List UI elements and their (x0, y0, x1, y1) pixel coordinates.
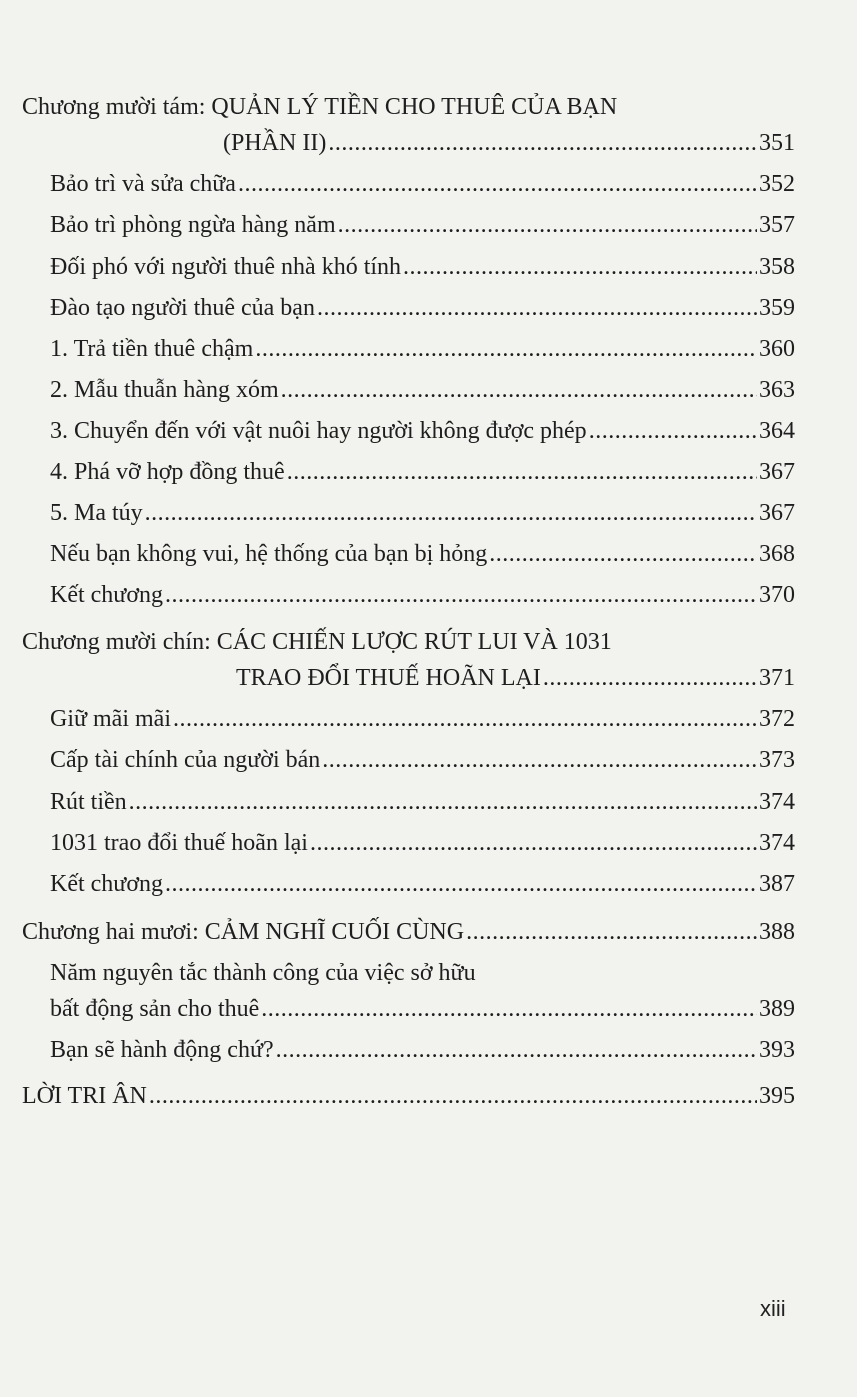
toc-entry-label: Giữ mãi mãi (50, 706, 171, 732)
dot-leader (261, 994, 757, 1024)
page-number: 351 (759, 130, 795, 156)
toc-entry-label: Đối phó với người thuê nhà khó tính (50, 254, 402, 280)
toc-entry (50, 416, 795, 446)
dot-leader (310, 828, 757, 858)
page-number: 360 (759, 336, 795, 362)
toc-entry (50, 498, 795, 528)
chapter-19-heading: Chương mười chín: CÁC CHIẾN LƯỢC RÚT LUI VÀ 1031 (22, 629, 612, 655)
dot-leader (255, 334, 757, 364)
toc-entry (50, 252, 795, 282)
toc-entry-label: Bạn sẽ hành động chứ? (50, 1037, 274, 1063)
chapter-18-heading-cont (223, 128, 795, 158)
dot-leader (317, 293, 757, 323)
toc-entry (50, 580, 795, 610)
toc-entry-label: 1031 trao đổi thuế hoãn lại (50, 830, 308, 856)
toc-entry-label: Rút tiền (50, 789, 127, 815)
page-number: 368 (759, 541, 795, 567)
toc-entry-label: Cấp tài chính của người bán (50, 747, 321, 773)
chapter-18-heading-line2: (PHẦN II) (223, 130, 327, 156)
dot-leader (338, 210, 757, 240)
dot-leader (165, 580, 757, 610)
page-number: 389 (759, 996, 795, 1022)
toc-entry (50, 745, 795, 775)
toc-entry (50, 169, 795, 199)
toc-entry-label: 3. Chuyển đến với vật nuôi hay người không được phép (50, 418, 587, 444)
chapter-20-heading-label: Chương hai mươi: CẢM NGHĨ CUỐI CÙNG (22, 919, 465, 945)
toc-entry-label: Nếu bạn không vui, hệ thống của bạn bị hỏng (50, 541, 488, 567)
page-number: 363 (759, 377, 795, 403)
chapter-18-heading: Chương mười tám: QUẢN LÝ TIỀN CHO THUÊ CỦA BẠN (22, 94, 618, 120)
toc-entry (50, 1035, 795, 1065)
page-number: 388 (759, 919, 795, 945)
toc-entry (50, 539, 795, 569)
toc-entry (50, 293, 795, 323)
dot-leader (322, 745, 757, 775)
dot-leader (403, 252, 757, 282)
page-number: 357 (759, 212, 795, 238)
page-number: 367 (759, 459, 795, 485)
page-number: 372 (759, 706, 795, 732)
page-number: 359 (759, 295, 795, 321)
page-number: 387 (759, 871, 795, 897)
toc-entry-label: 5. Ma túy (50, 500, 143, 526)
toc-entry (50, 994, 795, 1024)
toc-entry-label: 4. Phá vỡ hợp đồng thuê (50, 459, 285, 485)
dot-leader (287, 457, 757, 487)
dot-leader (173, 704, 757, 734)
toc-entry-label: Đào tạo người thuê của bạn (50, 295, 315, 321)
dot-leader (145, 498, 757, 528)
toc-entry (50, 704, 795, 734)
toc-entry-label: Kết chương (50, 871, 164, 897)
page-number: 393 (759, 1037, 795, 1063)
toc-entry (50, 457, 795, 487)
toc-entry (50, 334, 795, 364)
dot-leader (543, 663, 757, 693)
dot-leader (466, 917, 757, 947)
page-number: 358 (759, 254, 795, 280)
page-number: 374 (759, 830, 795, 856)
dot-leader (129, 787, 757, 817)
page-number: 352 (759, 171, 795, 197)
toc-entry-label: Bảo trì phòng ngừa hàng năm (50, 212, 336, 238)
toc-entry-label-line2: bất động sản cho thuê (50, 996, 260, 1022)
chapter-20-heading (22, 917, 795, 947)
dot-leader (149, 1081, 757, 1111)
dot-leader (238, 169, 757, 199)
folio-page-number: xiii (760, 1296, 786, 1321)
chapter-19-heading-cont (236, 663, 795, 693)
dot-leader (281, 375, 757, 405)
acknowledgements-entry (22, 1081, 795, 1111)
page-number: 364 (759, 418, 795, 444)
dot-leader (328, 128, 757, 158)
acknowledgements-label: LỜI TRI ÂN (22, 1083, 147, 1109)
page-number: 371 (759, 665, 795, 691)
page-number: 395 (759, 1083, 795, 1109)
page-number: 367 (759, 500, 795, 526)
dot-leader (165, 869, 757, 899)
toc-entry (50, 828, 795, 858)
toc-entry-label: Kết chương (50, 582, 164, 608)
toc-entry-label: 1. Trả tiền thuê chậm (50, 336, 254, 362)
toc-entry-label-line1: Năm nguyên tắc thành công của việc sở hữu (50, 960, 476, 986)
toc-entry (50, 210, 795, 240)
page-number: 373 (759, 747, 795, 773)
dot-leader (589, 416, 757, 446)
toc-entry (50, 869, 795, 899)
dot-leader (489, 539, 757, 569)
chapter-19-heading-line2: TRAO ĐỔI THUẾ HOÃN LẠI (236, 665, 541, 691)
page-number: 374 (759, 789, 795, 815)
toc-entry-label: 2. Mẫu thuẫn hàng xóm (50, 377, 279, 403)
page-number: 370 (759, 582, 795, 608)
toc-entry (50, 375, 795, 405)
toc-entry-label: Bảo trì và sửa chữa (50, 171, 236, 197)
toc-entry (50, 787, 795, 817)
dot-leader (276, 1035, 757, 1065)
